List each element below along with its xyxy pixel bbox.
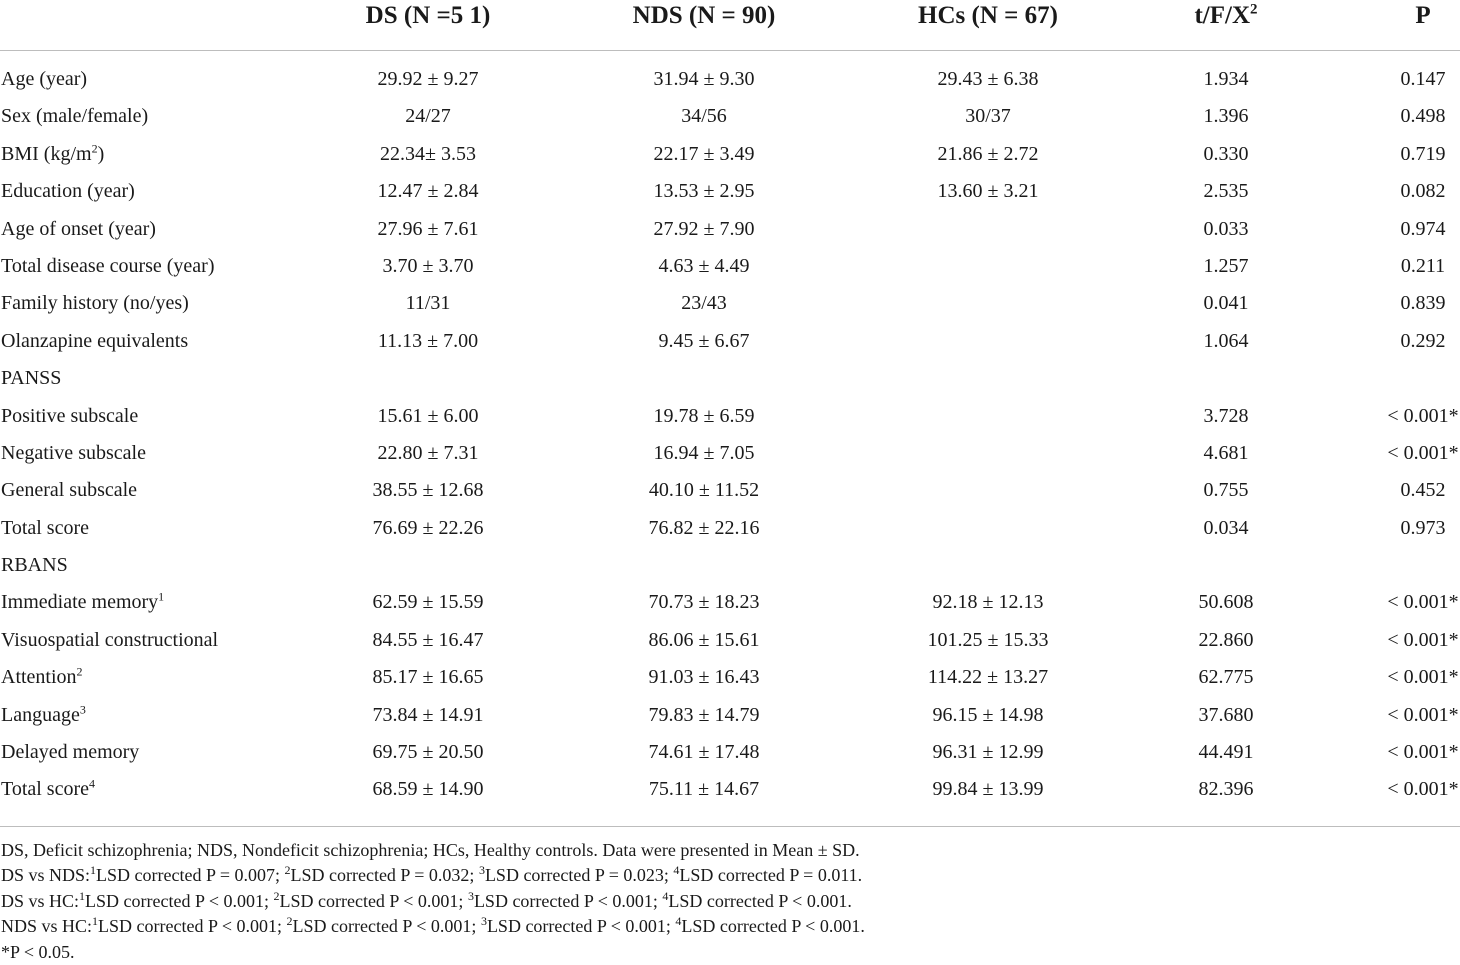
cell-p: < 0.001* <box>1387 628 1459 651</box>
cell-stat: 0.034 <box>1203 516 1249 539</box>
cell-stat: 4.681 <box>1203 441 1249 464</box>
table-row <box>0 699 1460 736</box>
cell-ds: 62.59 ± 15.59 <box>372 591 484 614</box>
row-label-text: Olanzapine equivalents <box>1 329 189 352</box>
row-label-footnote-mark: 4 <box>89 776 96 791</box>
cell-p: < 0.001* <box>1387 441 1459 464</box>
table-row <box>0 624 1460 661</box>
row-label <box>1 591 164 613</box>
footnote-text: LSD corrected P < 0.001; <box>486 916 676 937</box>
cell-p: 0.839 <box>1400 292 1446 315</box>
cell-hc: 92.18 ± 12.13 <box>932 591 1044 614</box>
cell-ds: 76.69 ± 22.26 <box>372 516 484 539</box>
footnote-text: LSD corrected P = 0.007; <box>96 865 285 886</box>
cell-nds: 27.92 ± 7.90 <box>653 217 755 240</box>
footnote-mark: 2 <box>273 888 280 903</box>
cell-stat: 0.041 <box>1203 292 1249 315</box>
table-row <box>0 400 1460 437</box>
footnote-mark: 3 <box>480 914 487 929</box>
table-row <box>0 736 1460 773</box>
cell-p: 0.211 <box>1400 254 1446 277</box>
table-row <box>0 437 1460 474</box>
cell-hc: 101.25 ± 15.33 <box>927 628 1049 651</box>
cell-p: < 0.001* <box>1387 666 1459 689</box>
cell-ds: 38.55 ± 12.68 <box>372 479 484 502</box>
row-label-text: Immediate memory <box>1 591 159 614</box>
cell-ds: 22.80 ± 7.31 <box>377 441 479 464</box>
footnote-mark: 1 <box>92 914 99 929</box>
row-label-text: Positive subscale <box>1 404 139 427</box>
cell-stat: 62.775 <box>1198 666 1254 689</box>
row-label-text: Family history (no/yes) <box>1 292 189 315</box>
footnote-mark: 4 <box>662 888 669 903</box>
row-label-text: Total score <box>1 778 90 801</box>
row-label-footnote-mark: 1 <box>158 589 165 604</box>
footnote-prefix: DS vs NDS: <box>1 865 91 886</box>
table-header <box>0 0 1460 51</box>
footnote-text: LSD corrected P < 0.001; <box>292 916 481 937</box>
footnote-significance: *P < 0.05. <box>1 941 75 962</box>
row-label <box>1 218 156 240</box>
cell-ds: 11/31 <box>405 292 451 315</box>
row-label <box>1 666 83 688</box>
row-label-text: Total disease course (year) <box>1 254 215 277</box>
cell-ds: 68.59 ± 14.90 <box>372 778 484 801</box>
cell-stat: 50.608 <box>1198 591 1254 614</box>
cell-ds: 29.92 ± 9.27 <box>377 68 479 90</box>
row-label <box>1 367 61 389</box>
row-label-text: Sex (male/female) <box>1 105 149 128</box>
row-label <box>1 479 137 501</box>
cell-p: 0.292 <box>1400 329 1446 352</box>
row-label <box>1 180 135 202</box>
row-label <box>1 701 86 726</box>
cell-nds: 34/56 <box>681 105 727 128</box>
row-label-footnote-mark: 2 <box>76 664 83 679</box>
table-row <box>0 287 1460 324</box>
cell-nds: 75.11 ± 14.67 <box>648 778 760 801</box>
table-row <box>0 661 1460 698</box>
column-header-stat <box>1194 2 1257 30</box>
cell-stat: 3.728 <box>1203 404 1249 427</box>
cell-p: 0.498 <box>1400 105 1446 128</box>
cell-stat: 2.535 <box>1203 180 1249 203</box>
table-row <box>0 362 1460 399</box>
row-label-text: Negative subscale <box>1 441 146 464</box>
cell-nds: 4.63 ± 4.49 <box>658 254 750 277</box>
cell-p: 0.973 <box>1400 516 1446 539</box>
row-label <box>1 68 87 90</box>
table-row <box>0 549 1460 586</box>
cell-p: < 0.001* <box>1387 741 1459 764</box>
column-header-stat-sup: 2 <box>1250 1 1258 18</box>
table-divider <box>0 826 1460 827</box>
cell-stat: 0.033 <box>1203 217 1249 240</box>
cell-p: 0.147 <box>1400 68 1446 90</box>
footnote-text: LSD corrected P = 0.032; <box>290 865 479 886</box>
cell-hc: 96.15 ± 14.98 <box>932 703 1044 726</box>
cell-nds: 13.53 ± 2.95 <box>653 180 755 203</box>
row-label-footnote-mark: 3 <box>79 701 86 716</box>
table-row <box>0 250 1460 287</box>
cell-p: 0.452 <box>1400 479 1446 502</box>
cell-nds: 70.73 ± 18.23 <box>648 591 760 614</box>
row-label-text: Age of onset (year) <box>1 217 156 240</box>
row-label <box>1 554 68 576</box>
row-label <box>1 330 188 352</box>
footnote-text: LSD corrected P < 0.001; <box>279 890 468 911</box>
cell-p: 0.082 <box>1400 180 1446 203</box>
row-label <box>1 255 215 277</box>
footnote-prefix: NDS vs HC: <box>1 916 93 937</box>
table-footnotes <box>1 838 1456 965</box>
cell-stat: 37.680 <box>1198 703 1254 726</box>
column-header-p: P <box>1415 2 1431 29</box>
cell-nds: 91.03 ± 16.43 <box>648 666 760 689</box>
footnote-text: LSD corrected P < 0.001. <box>668 890 852 911</box>
row-label-text: Education (year) <box>1 180 135 203</box>
cell-nds: 31.94 ± 9.30 <box>653 68 755 90</box>
table-row <box>0 213 1460 250</box>
cell-hc: 30/37 <box>965 105 1011 128</box>
cell-nds: 76.82 ± 22.16 <box>648 516 760 539</box>
cell-p: < 0.001* <box>1387 404 1459 427</box>
cell-hc: 96.31 ± 12.99 <box>932 741 1044 764</box>
footnote-mark: 2 <box>286 914 293 929</box>
row-label-footnote-mark: 2 <box>91 141 98 156</box>
cell-ds: 85.17 ± 16.65 <box>372 666 484 689</box>
cell-stat: 1.257 <box>1203 254 1249 277</box>
cell-nds: 22.17 ± 3.49 <box>653 142 755 165</box>
cell-hc: 114.22 ± 13.27 <box>927 666 1049 689</box>
cell-stat: 1.064 <box>1203 329 1249 352</box>
cell-hc: 13.60 ± 3.21 <box>937 180 1039 203</box>
cell-ds: 84.55 ± 16.47 <box>372 628 484 651</box>
cell-ds: 24/27 <box>405 105 451 128</box>
cell-stat: 0.755 <box>1203 479 1249 502</box>
column-header-ds: DS (N =5 1) <box>365 2 491 29</box>
cell-nds: 16.94 ± 7.05 <box>653 441 755 464</box>
footnote-mark: 3 <box>478 863 485 878</box>
cell-hc: 29.43 ± 6.38 <box>937 68 1039 90</box>
cell-p: < 0.001* <box>1387 778 1459 801</box>
table-row <box>0 512 1460 549</box>
footnote-text: LSD corrected P = 0.011. <box>679 865 863 886</box>
footnote-mark: 3 <box>467 888 474 903</box>
row-label-text: BMI (kg/m <box>1 142 92 165</box>
cell-ds: 73.84 ± 14.91 <box>372 703 484 726</box>
column-header-stat-text: t/F/X <box>1194 2 1251 29</box>
row-label <box>1 778 95 800</box>
cell-hc: 99.84 ± 13.99 <box>932 778 1044 801</box>
cell-ds: 22.34± 3.53 <box>380 142 476 165</box>
cell-ds: 12.47 ± 2.84 <box>377 180 479 203</box>
cell-nds: 74.61 ± 17.48 <box>648 741 760 764</box>
row-label-text: RBANS <box>1 554 68 577</box>
cell-p: 0.719 <box>1400 142 1446 165</box>
footnote-mark: 1 <box>90 863 97 878</box>
cell-hc: 21.86 ± 2.72 <box>937 142 1039 165</box>
row-label <box>1 105 148 127</box>
row-label-text: Language <box>1 703 80 726</box>
row-label <box>1 517 89 539</box>
cell-nds: 79.83 ± 14.79 <box>648 703 760 726</box>
cell-ds: 3.70 ± 3.70 <box>382 254 474 277</box>
cell-p: < 0.001* <box>1387 591 1459 614</box>
cell-stat: 1.396 <box>1203 105 1249 128</box>
cell-nds: 86.06 ± 15.61 <box>648 628 760 651</box>
footnote-mark: 4 <box>675 914 682 929</box>
row-label-text: Age (year) <box>1 68 88 90</box>
footnote-text: LSD corrected P < 0.001; <box>98 916 287 937</box>
column-header-hc: HCs (N = 67) <box>918 2 1058 29</box>
cell-p: < 0.001* <box>1387 703 1459 726</box>
footnote-text: LSD corrected P < 0.001; <box>473 890 663 911</box>
cell-stat: 1.934 <box>1203 68 1249 90</box>
row-label-text: PANSS <box>1 367 62 390</box>
table-row <box>0 773 1460 810</box>
table-row <box>0 138 1460 175</box>
row-label <box>1 405 138 427</box>
cell-ds: 11.13 ± 7.00 <box>377 329 479 352</box>
footnote-prefix: DS vs HC: <box>1 890 80 911</box>
cell-nds: 40.10 ± 11.52 <box>648 479 760 502</box>
table-body <box>0 63 1460 811</box>
row-label <box>1 741 139 763</box>
table-row <box>0 100 1460 137</box>
footnote-abbreviations: DS, Deficit schizophrenia; NDS, Nondeficit schizophrenia; HCs, Healthy controls. Data were presented in Mean ± SD. <box>1 840 860 860</box>
row-label <box>1 143 104 165</box>
footnote-mark: 4 <box>673 863 680 878</box>
row-label <box>1 629 218 651</box>
footnote-mark: 2 <box>284 863 291 878</box>
cell-stat: 44.491 <box>1198 741 1254 764</box>
table-row <box>0 474 1460 511</box>
footnote-text: LSD corrected P < 0.001; <box>85 890 274 911</box>
footnote-ds-vs-nds <box>1 863 1456 888</box>
table-row <box>0 63 1460 100</box>
column-header-nds: NDS (N = 90) <box>632 2 776 29</box>
cell-ds: 15.61 ± 6.00 <box>377 404 479 427</box>
footnote-ds-vs-hc <box>1 889 1456 914</box>
cell-nds: 23/43 <box>681 292 727 315</box>
row-label-text: Visuospatial constructional <box>1 628 219 651</box>
row-label-text: Delayed memory <box>1 741 140 764</box>
footnote-text: LSD corrected P < 0.001. <box>681 916 865 937</box>
row-label-text: Total score <box>1 516 90 539</box>
table-row <box>0 325 1460 362</box>
row-label-text: General subscale <box>1 479 138 502</box>
row-label-text: Attention <box>1 666 77 689</box>
cell-stat: 22.860 <box>1198 628 1254 651</box>
cell-ds: 27.96 ± 7.61 <box>377 217 479 240</box>
cell-nds: 9.45 ± 6.67 <box>658 329 750 352</box>
row-label <box>1 442 146 464</box>
cell-ds: 69.75 ± 20.50 <box>372 741 484 764</box>
footnote-text: LSD corrected P = 0.023; <box>484 865 674 886</box>
table-row <box>0 175 1460 212</box>
cell-stat: 0.330 <box>1203 142 1249 165</box>
table-row <box>0 586 1460 623</box>
row-label <box>1 292 189 314</box>
cell-p: 0.974 <box>1400 217 1446 240</box>
footnote-nds-vs-hc <box>1 914 1456 939</box>
row-label-suffix: ) <box>97 142 105 165</box>
footnote-mark: 1 <box>79 888 86 903</box>
cell-nds: 19.78 ± 6.59 <box>653 404 755 427</box>
cell-stat: 82.396 <box>1198 778 1254 801</box>
